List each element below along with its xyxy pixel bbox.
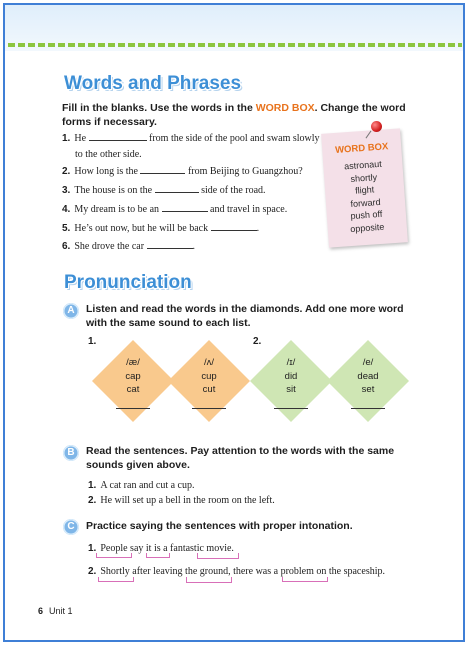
fill-blank[interactable] bbox=[140, 164, 185, 174]
item-number: 6. bbox=[62, 241, 71, 252]
exercise-item-3 bbox=[62, 183, 266, 199]
item-text-before: He bbox=[74, 133, 87, 144]
intonation-mark bbox=[197, 553, 239, 559]
item-number: 2. bbox=[62, 166, 71, 177]
sentence-number: 2. bbox=[88, 566, 97, 577]
badge-b: B bbox=[63, 445, 79, 461]
page-footer bbox=[38, 606, 73, 616]
intonation-mark bbox=[98, 577, 134, 582]
exercise-item-6 bbox=[62, 239, 195, 255]
intonation-mark bbox=[282, 577, 328, 582]
part-c-instruction: Practice saying the sentences with proper intonation. bbox=[86, 520, 353, 532]
diamond-word: sit bbox=[286, 384, 296, 395]
phonetic-symbol: /æ/ bbox=[126, 357, 140, 368]
group-label-2: 2. bbox=[253, 336, 262, 347]
phonetic-symbol: /ʌ/ bbox=[203, 357, 215, 368]
part-b-instruction: Read the sentences. Pay attention to the words with the same sounds given above. bbox=[86, 445, 395, 471]
page-number: 6 bbox=[38, 606, 44, 616]
answer-blank[interactable] bbox=[116, 408, 150, 409]
instruction-text bbox=[62, 101, 417, 129]
badge-c: C bbox=[63, 519, 79, 535]
item-text-after: . bbox=[192, 241, 196, 252]
item-number: 4. bbox=[62, 204, 71, 215]
word-box-list bbox=[323, 156, 407, 237]
unit-label: Unit 1 bbox=[49, 606, 73, 616]
exercise-item-1 bbox=[62, 131, 320, 147]
sound-diamond bbox=[327, 340, 409, 422]
diamond-word: set bbox=[361, 384, 375, 395]
word-box-word: push off bbox=[350, 209, 383, 222]
item-number: 3. bbox=[62, 185, 71, 196]
diamond-word: cut bbox=[202, 384, 216, 395]
dashed-divider bbox=[8, 43, 462, 47]
word-box-word: opposite bbox=[349, 221, 385, 235]
word-box-word: shortly bbox=[350, 171, 378, 184]
sentence-text: People say it is a fantastic movie. bbox=[100, 543, 234, 554]
sentence-text: Shortly after leaving the ground, there was a problem on the spaceship. bbox=[100, 566, 385, 577]
phonetic-symbol: /ɪ/ bbox=[286, 357, 296, 368]
section-heading-words-phrases: Words and Phrases bbox=[64, 73, 242, 94]
answer-blank[interactable] bbox=[192, 408, 226, 409]
item-number: 1. bbox=[62, 133, 71, 144]
fill-blank[interactable] bbox=[211, 221, 257, 231]
part-b-sentence-2 bbox=[88, 494, 275, 508]
pushpin-icon bbox=[371, 121, 382, 132]
item-text-after: side of the road. bbox=[201, 185, 266, 196]
fill-blank[interactable] bbox=[155, 183, 199, 193]
diamond-word: did bbox=[284, 371, 298, 382]
exercise-item-5 bbox=[62, 221, 259, 237]
part-b-sentence-1 bbox=[88, 479, 194, 493]
answer-blank[interactable] bbox=[274, 408, 308, 409]
item-text-before: She drove the car bbox=[74, 241, 145, 252]
intonation-mark bbox=[146, 553, 170, 558]
sentence-text: A cat ran and cut a cup. bbox=[100, 480, 195, 491]
sound-diamond bbox=[92, 340, 174, 422]
sound-diamond bbox=[250, 340, 332, 422]
sentence-number: 1. bbox=[88, 480, 97, 491]
fill-blank[interactable] bbox=[89, 131, 147, 141]
badge-a: A bbox=[63, 303, 79, 319]
diamond-word: cup bbox=[201, 371, 217, 382]
item-text-before: How long is the bbox=[74, 166, 138, 177]
word-box-word: flight bbox=[354, 184, 375, 196]
word-box-word: astronaut bbox=[343, 158, 382, 172]
instruction-before: Fill in the blanks. Use the words in the bbox=[62, 102, 256, 114]
item-text-before: He’s out now, but he will be back bbox=[74, 223, 209, 234]
diamond-word: dead bbox=[357, 371, 379, 382]
item-text-before: The house is on the bbox=[74, 185, 153, 196]
instruction-wordbox: WORD BOX bbox=[255, 102, 315, 114]
answer-blank[interactable] bbox=[351, 408, 385, 409]
sound-diamond bbox=[168, 340, 250, 422]
sentence-number: 1. bbox=[88, 543, 97, 554]
item-text-after: . bbox=[256, 223, 260, 234]
item-text-after: from the side of the pool and swam slowly bbox=[149, 133, 320, 144]
phonetic-symbol: /e/ bbox=[362, 357, 374, 368]
item-text-after: and travel in space. bbox=[210, 204, 288, 215]
diamond-word: cat bbox=[126, 384, 140, 395]
intonation-mark bbox=[96, 553, 132, 558]
part-a-instruction: Listen and read the words in the diamonds. Add one more word with the same sound to each list. bbox=[86, 303, 404, 329]
instruction-after: . Change the word forms if necessary. bbox=[62, 102, 406, 128]
word-box-word: forward bbox=[350, 196, 381, 209]
word-box bbox=[321, 128, 408, 247]
fill-blank[interactable] bbox=[162, 202, 208, 212]
item-text-after: from Beijing to Guangzhou? bbox=[187, 166, 303, 177]
word-box-title: WORD BOX bbox=[334, 141, 389, 156]
intonation-mark bbox=[186, 577, 232, 583]
exercise-item-4 bbox=[62, 202, 287, 218]
exercise-item-1-line2: to the other side. bbox=[75, 149, 142, 160]
section-heading-pronunciation: Pronunciation bbox=[64, 272, 192, 293]
sentence-number: 2. bbox=[88, 495, 97, 506]
item-number: 5. bbox=[62, 223, 71, 234]
item-text-before: My dream is to be an bbox=[74, 204, 160, 215]
fill-blank[interactable] bbox=[147, 239, 193, 249]
exercise-item-2 bbox=[62, 164, 303, 180]
group-label-1: 1. bbox=[88, 336, 97, 347]
diamond-word: cap bbox=[125, 371, 141, 382]
sentence-text: He will set up a bell in the room on the left. bbox=[100, 495, 275, 506]
